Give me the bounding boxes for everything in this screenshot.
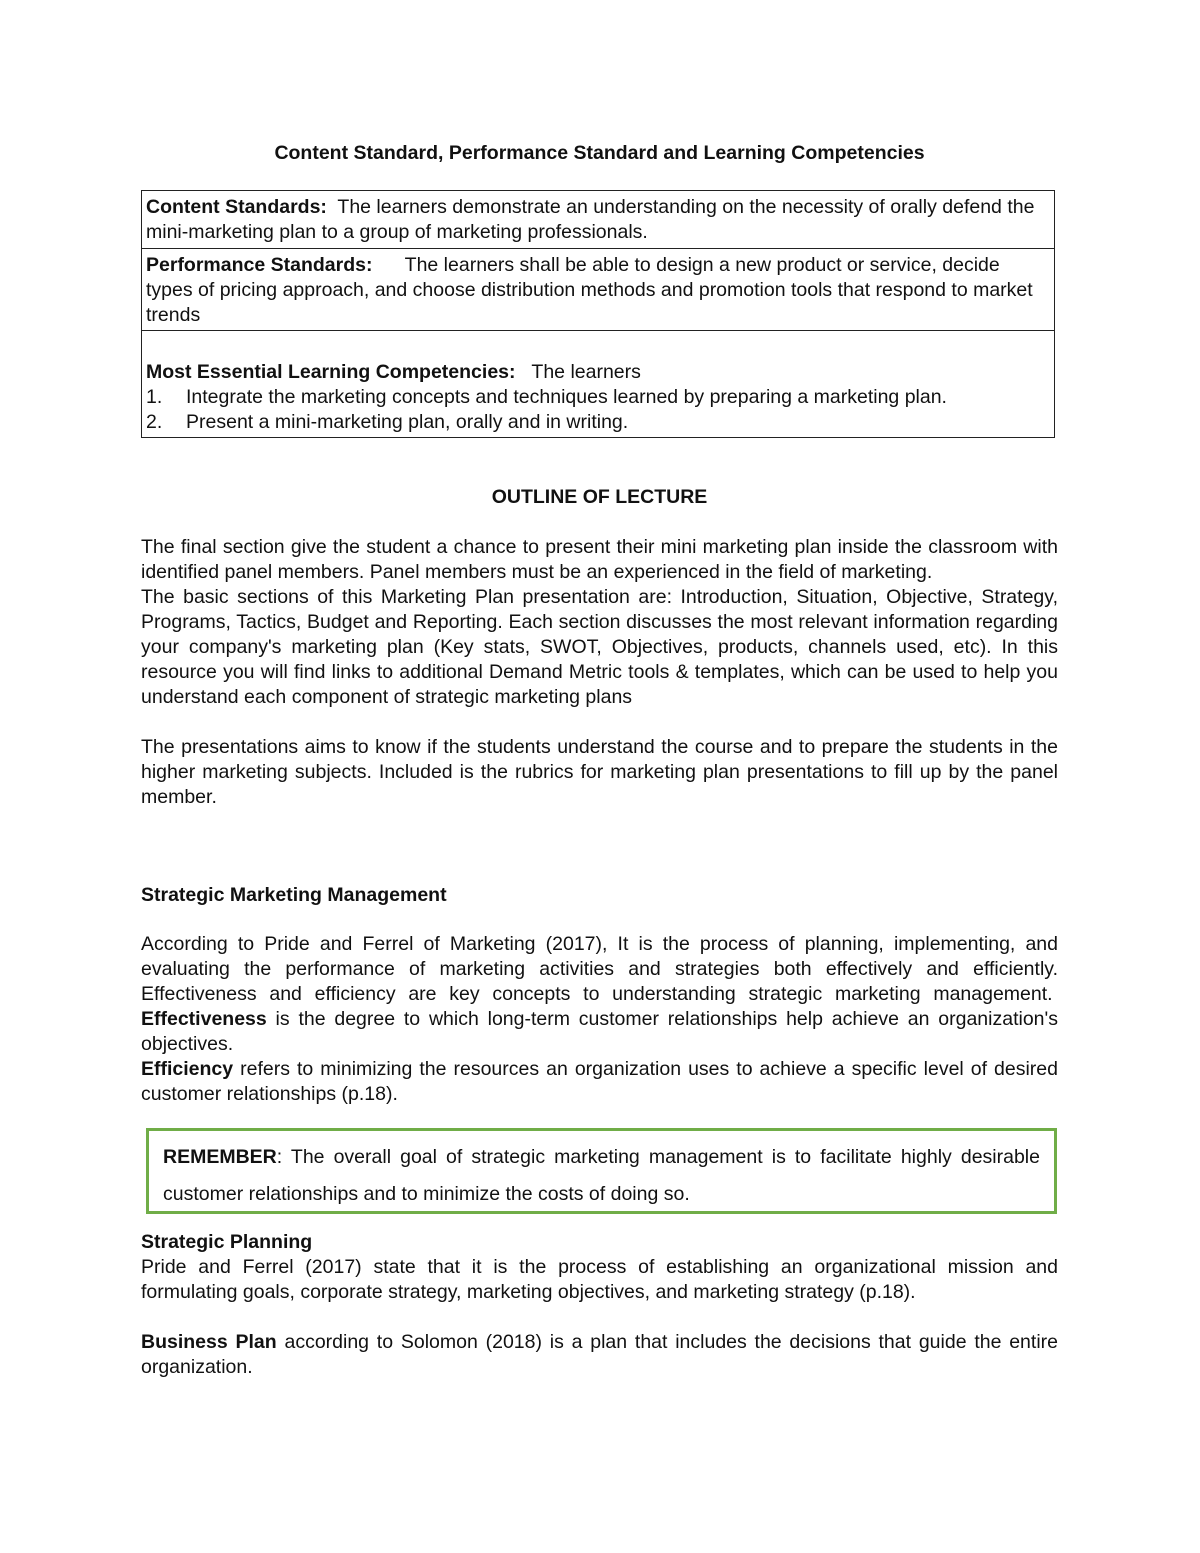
outline-paragraph-3: The presentations aims to know if the students understand the course and to prepare the students in the higher marketing subjects. Included is the rubrics for marketing plan presentations to fill up by the panel member. <box>141 736 1058 808</box>
list-item: 1. Integrate the marketing concepts and techniques learned by preparing a marketing plan. <box>146 386 947 408</box>
outline-body <box>141 535 1058 810</box>
strategic-planning-body <box>141 1255 1058 1305</box>
content-standards-cell <box>142 191 1054 248</box>
competencies-cell <box>142 330 1054 437</box>
content-standards-text: The learners demonstrate an understanding on the necessity of orally defend the mini-marketing plan to a group of marketing professionals. <box>146 196 1035 243</box>
strategic-planning-text: Pride and Ferrel (2017) state that it is the process of establishing an organizational mission and formulating goals, corporate strategy, marketing objectives, and marketing strategy (p.18). <box>141 1256 1058 1303</box>
strategic-planning-heading: Strategic Planning <box>141 1231 313 1253</box>
efficiency-term: Efficiency <box>141 1058 234 1080</box>
remember-box <box>146 1128 1057 1214</box>
performance-standards-cell <box>142 248 1054 330</box>
performance-standards-label: Performance Standards: <box>146 254 373 276</box>
smm-heading: Strategic Marketing Management <box>141 884 447 906</box>
outline-heading: OUTLINE OF LECTURE <box>491 486 708 508</box>
competencies-intro: The learners <box>531 361 641 383</box>
outline-paragraph-2: The basic sections of this Marketing Plan presentation are: Introduction, Situation, Objective, Strategy, Programs, Tactics, Budget and Reporting. Each section discusses the most relevant information regarding your company's marketing plan (Key stats, SWOT, Objectives, products, channels used, etc). In this resource you will find links to additional Demand Metric tools & templates, which can be used to help you understand each component of strategic marketing plans <box>141 586 1058 708</box>
business-plan-term: Business Plan <box>141 1331 277 1353</box>
remember-label: REMEMBER <box>163 1146 277 1168</box>
business-plan-paragraph <box>141 1330 1058 1380</box>
effectiveness-term: Effectiveness <box>141 1008 267 1030</box>
efficiency-paragraph: Efficiency refers to minimizing the resources an organization uses to achieve a specific level of desired customer relationships (p.18). <box>141 1058 1058 1105</box>
standards-table <box>141 190 1055 438</box>
remember-text: : The overall goal of strategic marketing management is to facilitate highly desirable customer relationships and to minimize the costs of doing so. <box>163 1146 1040 1205</box>
smm-body <box>141 932 1058 1107</box>
performance-standards-text: The learners shall be able to design a new product or service, decide types of pricing approach, and choose distribution methods and promotion tools that respond to market trends <box>146 254 1033 326</box>
business-plan-text: according to Solomon (2018) is a plan that includes the decisions that guide the entire organization. <box>141 1331 1058 1378</box>
page-title: Content Standard, Performance Standard and Learning Competencies <box>274 142 925 164</box>
business-plan-body <box>141 1330 1058 1380</box>
outline-paragraph-1: The final section give the student a chance to present their mini marketing plan inside the classroom with identified panel members. Panel members must be an experienced in the field of marketing. <box>141 536 1058 583</box>
content-standards-label: Content Standards: <box>146 196 327 218</box>
competencies-label: Most Essential Learning Competencies: <box>146 361 516 383</box>
smm-paragraph: According to Pride and Ferrel of Marketing (2017), It is the process of planning, implementing, and evaluating the performance of marketing activities and strategies both effectively and efficiently. Effectiveness and efficiency are key concepts to understanding strategic marketing management. Effectiveness is the degree to which long-term customer relationships help achieve an organization's objectives. <box>141 933 1058 1055</box>
list-item: 2. Present a mini-marketing plan, orally and in writing. <box>146 411 629 433</box>
